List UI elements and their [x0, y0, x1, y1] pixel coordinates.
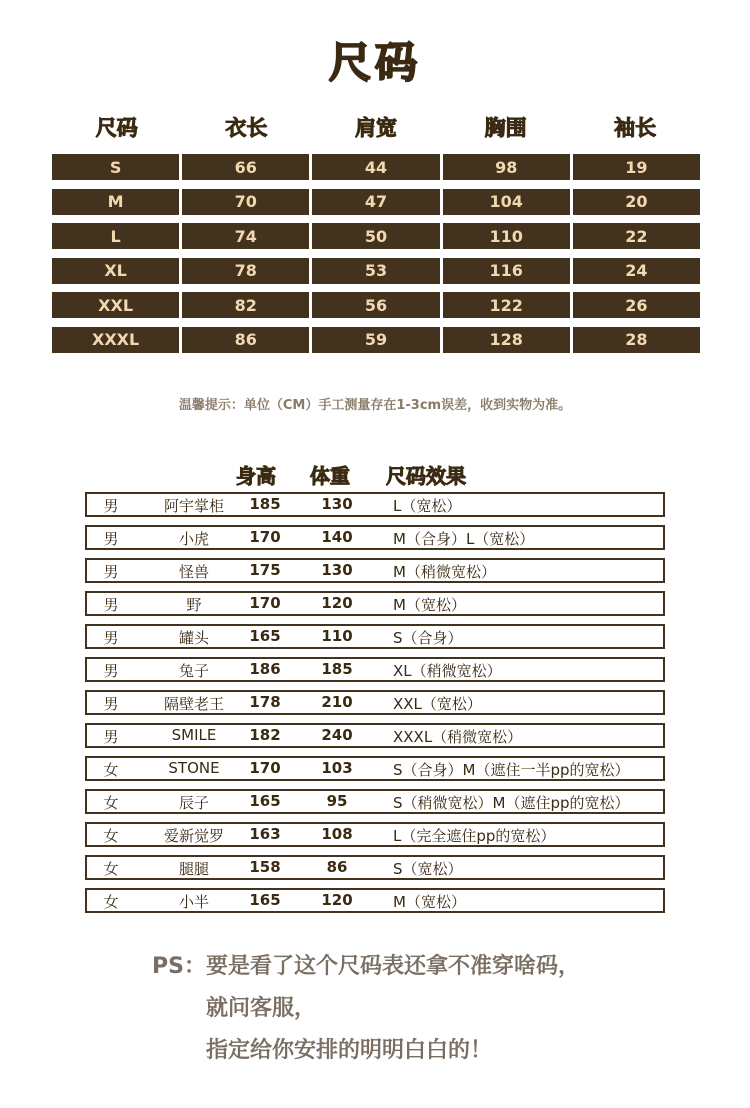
size-cell: 22 — [573, 223, 700, 249]
size-cell: M — [52, 189, 179, 215]
ps-line-1: 要是看了这个尺码表还拿不准穿啥码， — [205, 954, 580, 979]
fit-height: 163 — [249, 825, 281, 843]
size-row — [52, 154, 700, 180]
fit-sex: 女 — [103, 761, 119, 779]
fit-weight: 110 — [321, 627, 353, 645]
size-cell: 28 — [573, 327, 700, 353]
fit-height: 165 — [249, 891, 281, 909]
header-size: 尺码 — [95, 116, 138, 140]
fit-weight: 185 — [321, 660, 353, 678]
fit-weight: 240 — [321, 726, 353, 744]
fit-height: 165 — [249, 792, 281, 810]
fit-row — [85, 657, 665, 682]
fit-name: 辰子 — [178, 794, 209, 812]
fit-fit: XL（稍微宽松） — [393, 662, 502, 680]
size-cell: 86 — [182, 327, 309, 353]
fit-height: 186 — [249, 660, 281, 678]
fit-row — [85, 855, 665, 880]
size-cell: 110 — [443, 223, 570, 249]
fit-weight: 130 — [321, 561, 353, 579]
size-cell: 44 — [312, 154, 439, 180]
fit-fit: S（宽松） — [393, 860, 463, 878]
size-cell: 116 — [443, 258, 570, 284]
header-height: 身高 — [236, 464, 276, 488]
fit-name: 隔壁老王 — [163, 695, 224, 713]
size-cell: 56 — [312, 292, 439, 318]
header-weight: 体重 — [310, 464, 350, 488]
size-cell: 82 — [182, 292, 309, 318]
fit-row — [85, 591, 665, 616]
fit-row — [85, 690, 665, 715]
fit-height: 170 — [249, 528, 281, 546]
fit-weight: 95 — [326, 792, 348, 810]
fit-fit: S（合身）M（遮住一半pp的宽松） — [393, 761, 630, 779]
size-chart-table — [52, 154, 700, 362]
fit-name: 怪兽 — [178, 563, 209, 581]
fit-height: 185 — [249, 495, 281, 513]
fit-fit: XXL（宽松） — [393, 695, 482, 713]
fit-weight: 130 — [321, 495, 353, 513]
fit-height: 165 — [249, 627, 281, 645]
fit-height: 178 — [249, 693, 281, 711]
fit-fit: M（稍微宽松） — [393, 563, 496, 581]
header-chest: 胸围 — [484, 116, 527, 140]
fit-height: 182 — [249, 726, 281, 744]
ps-line-3: 指定给你安排的明明白白的！ — [206, 1038, 493, 1063]
fit-fit: M（宽松） — [393, 596, 466, 614]
fit-weight: 108 — [321, 825, 353, 843]
size-cell: XXL — [52, 292, 179, 318]
size-cell: L — [52, 223, 179, 249]
fit-name: SMILE — [171, 726, 217, 744]
size-row — [52, 189, 700, 215]
fit-name: 小半 — [178, 893, 209, 911]
fit-name: 爱新觉罗 — [163, 827, 224, 845]
fit-fit: S（稍微宽松）M（遮住pp的宽松） — [393, 794, 630, 812]
fit-sex: 女 — [103, 827, 119, 845]
size-cell: 24 — [573, 258, 700, 284]
size-chart-header — [52, 112, 700, 142]
fit-sex: 男 — [103, 695, 119, 713]
fit-sex: 男 — [103, 530, 119, 548]
ps-label: PS： — [152, 954, 206, 979]
fit-sex: 女 — [103, 860, 119, 878]
size-row — [52, 327, 700, 353]
size-cell: 26 — [573, 292, 700, 318]
header-shoulder: 肩宽 — [354, 116, 397, 140]
fit-fit: L（完全遮住pp的宽松） — [393, 827, 556, 845]
ps-line-2: 就问客服， — [206, 996, 317, 1021]
size-cell: 66 — [182, 154, 309, 180]
size-cell: 59 — [312, 327, 439, 353]
fit-sex: 男 — [103, 629, 119, 647]
size-cell: 98 — [443, 154, 570, 180]
size-cell: 50 — [312, 223, 439, 249]
fit-height: 175 — [249, 561, 281, 579]
fit-name: STONE — [168, 759, 220, 777]
fit-name: 野 — [186, 596, 202, 614]
size-row — [52, 292, 700, 318]
size-cell: 104 — [443, 189, 570, 215]
fit-weight: 210 — [321, 693, 353, 711]
fit-chart-table — [85, 492, 665, 921]
header-fit: 尺码效果 — [386, 464, 466, 488]
size-row — [52, 223, 700, 249]
fit-row — [85, 723, 665, 748]
size-cell: 47 — [312, 189, 439, 215]
fit-row — [85, 789, 665, 814]
size-cell: 19 — [573, 154, 700, 180]
fit-fit: M（合身）L（宽松） — [393, 530, 535, 548]
fit-name: 腿腿 — [178, 860, 209, 878]
fit-row — [85, 888, 665, 913]
fit-row — [85, 822, 665, 847]
fit-row — [85, 756, 665, 781]
fit-sex: 男 — [103, 728, 119, 746]
fit-chart-header — [0, 460, 750, 490]
size-cell: S — [52, 154, 179, 180]
fit-weight: 120 — [321, 594, 353, 612]
fit-name: 阿宇掌柜 — [163, 497, 224, 515]
fit-weight: 103 — [321, 759, 353, 777]
fit-name: 小虎 — [178, 530, 209, 548]
fit-fit: S（合身） — [393, 629, 463, 647]
header-length: 衣长 — [225, 116, 268, 140]
fit-name: 罐头 — [178, 629, 209, 647]
fit-row — [85, 558, 665, 583]
size-cell: 70 — [182, 189, 309, 215]
fit-sex: 女 — [103, 794, 119, 812]
fit-fit: L（宽松） — [393, 497, 462, 515]
fit-weight: 120 — [321, 891, 353, 909]
size-cell: 74 — [182, 223, 309, 249]
fit-height: 170 — [249, 759, 281, 777]
fit-fit: XXXL（稍微宽松） — [393, 728, 523, 746]
fit-name: 兔子 — [178, 662, 209, 680]
fit-sex: 男 — [103, 662, 119, 680]
size-row — [52, 258, 700, 284]
header-sleeve: 袖长 — [614, 116, 657, 140]
size-cell: 78 — [182, 258, 309, 284]
size-cell: 53 — [312, 258, 439, 284]
fit-weight: 86 — [326, 858, 348, 876]
size-cell: 122 — [443, 292, 570, 318]
fit-row — [85, 492, 665, 517]
fit-sex: 男 — [103, 563, 119, 581]
size-cell: 20 — [573, 189, 700, 215]
size-cell: XL — [52, 258, 179, 284]
size-cell: XXXL — [52, 327, 179, 353]
fit-height: 170 — [249, 594, 281, 612]
fit-sex: 男 — [103, 596, 119, 614]
fit-row — [85, 525, 665, 550]
measurement-note: 温馨提示：单位（CM）手工测量存在1-3cm误差，收到实物为准。 — [178, 398, 572, 413]
page-title: 尺码 — [328, 38, 421, 87]
fit-sex: 男 — [103, 497, 119, 515]
size-cell: 128 — [443, 327, 570, 353]
fit-sex: 女 — [103, 893, 119, 911]
fit-row — [85, 624, 665, 649]
fit-height: 158 — [249, 858, 281, 876]
fit-fit: M（宽松） — [393, 893, 466, 911]
fit-weight: 140 — [321, 528, 353, 546]
ps-note — [152, 946, 580, 1072]
